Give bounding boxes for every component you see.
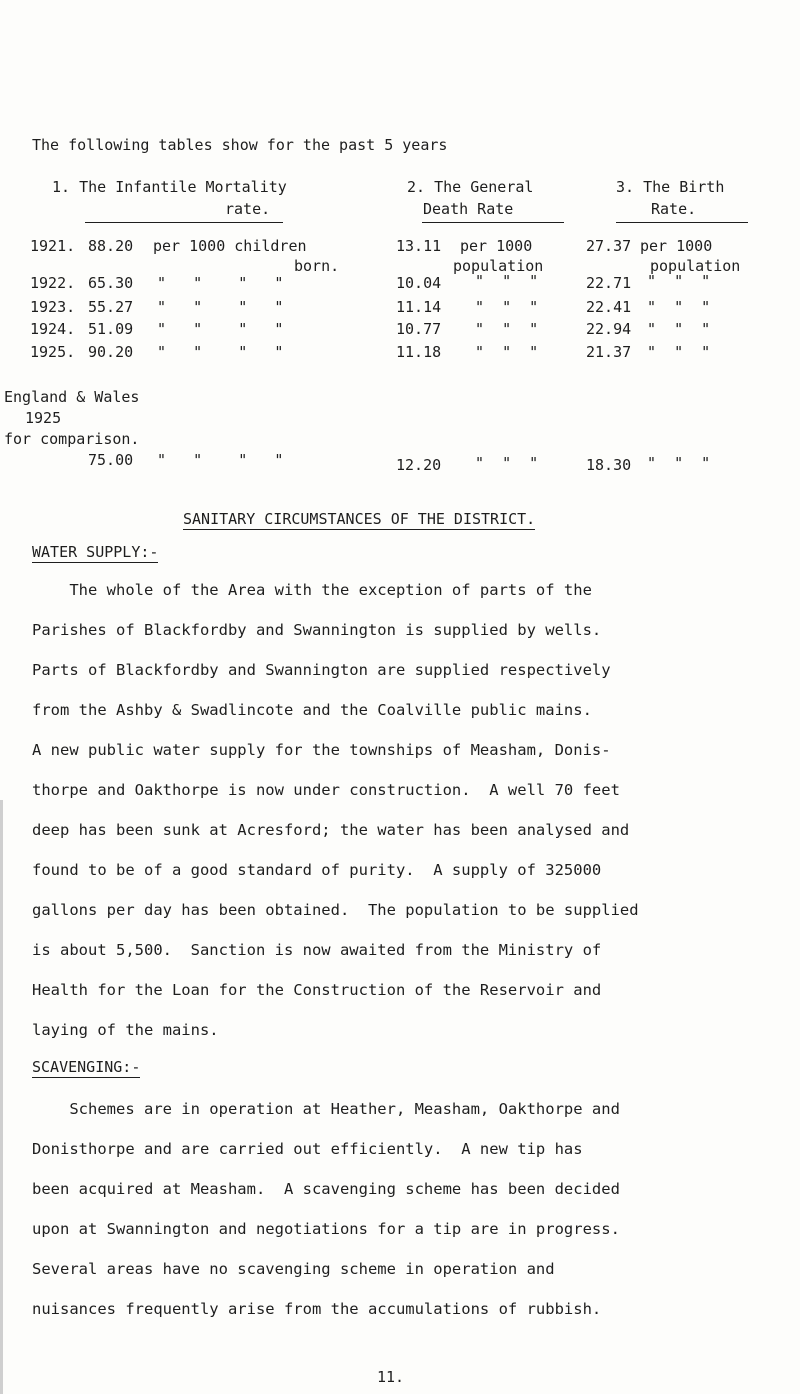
row-year: 1924. xyxy=(30,320,76,338)
section-title: SANITARY CIRCUMSTANCES OF THE DISTRICT. xyxy=(183,510,536,528)
row-infant-unit: per 1000 children xyxy=(153,237,307,255)
intro-text: The following tables show for the past 5 years xyxy=(32,136,448,154)
comparison-label-line2: 1925 xyxy=(25,409,62,427)
water-supply-line: from the Ashby & Swadlincote and the Coalville public mains. xyxy=(32,701,592,719)
row-infant-unit2: born. xyxy=(294,257,340,275)
row-death-rate: 13.11 xyxy=(396,237,442,255)
header-birth-rate: 3. The Birth xyxy=(616,178,725,196)
scavenging-heading: SCAVENGING:- xyxy=(32,1058,141,1076)
row-birth-rate: 22.71 xyxy=(586,274,632,292)
water-supply-heading: WATER SUPPLY:- xyxy=(32,543,159,561)
row-infant-ditto: " " " " xyxy=(157,343,284,361)
scan-edge-shadow xyxy=(0,800,3,1394)
row-birth-rate: 22.94 xyxy=(586,320,632,338)
water-supply-line: found to be of a good standard of purity. A supply of 325000 xyxy=(32,861,602,879)
row-birth-ditto: " " " xyxy=(647,320,711,338)
water-supply-line: The whole of the Area with the exception of parts of the xyxy=(32,581,592,599)
comparison-label-line3: for comparison. xyxy=(4,430,140,448)
scavenging-line: upon at Swannington and negotiations for a tip are in progress. xyxy=(32,1220,620,1238)
row-infant-ditto: " " " " xyxy=(157,320,284,338)
row-death-ditto: " " " xyxy=(475,320,539,338)
row-infant-ditto: " " " " xyxy=(157,298,284,316)
row-birth-rate: 22.41 xyxy=(586,298,632,316)
row-year: 1923. xyxy=(30,298,76,316)
water-supply-line: Parishes of Blackfordby and Swannington is supplied by wells. xyxy=(32,621,602,639)
comparison-infant-ditto: " " " " xyxy=(157,451,284,469)
water-supply-line: deep has been sunk at Acresford; the water has been analysed and xyxy=(32,821,630,839)
row-death-ditto: " " " xyxy=(475,272,539,290)
row-death-rate: 10.77 xyxy=(396,320,442,338)
header-underline-2 xyxy=(422,222,564,223)
row-death-rate: 11.18 xyxy=(396,343,442,361)
row-year: 1921. xyxy=(30,237,76,255)
header-underline-3 xyxy=(616,222,748,223)
comparison-birth-ditto: " " " xyxy=(647,454,711,472)
scavenging-line: Donisthorpe and are carried out efficiently. A new tip has xyxy=(32,1140,583,1158)
header-infantile-mortality-line2: rate. xyxy=(225,200,271,218)
water-supply-line: A new public water supply for the townships of Measham, Donis- xyxy=(32,741,611,759)
row-infant-rate: 88.20 xyxy=(88,237,134,255)
row-birth-rate: 21.37 xyxy=(586,343,632,361)
row-death-rate: 11.14 xyxy=(396,298,442,316)
row-infant-rate: 55.27 xyxy=(88,298,134,316)
row-infant-rate: 65.30 xyxy=(88,274,134,292)
comparison-death-ditto: " " " xyxy=(475,454,539,472)
row-year: 1922. xyxy=(30,274,76,292)
row-birth-ditto: " " " xyxy=(647,272,711,290)
water-supply-line: Health for the Loan for the Construction of the Reservoir and xyxy=(32,981,602,999)
row-death-unit2: population xyxy=(453,257,544,275)
comparison-birth-rate: 18.30 xyxy=(586,456,632,474)
water-supply-line: is about 5,500. Sanction is now awaited from the Ministry of xyxy=(32,941,602,959)
water-supply-line: Parts of Blackfordby and Swannington are supplied respectively xyxy=(32,661,611,679)
row-birth-unit2: population xyxy=(650,257,741,275)
scavenging-line: Several areas have no scavenging scheme in operation and xyxy=(32,1260,555,1278)
header-general-death-rate-line2: Death Rate xyxy=(423,200,514,218)
header-underline-1 xyxy=(85,222,283,223)
row-birth-ditto: " " " xyxy=(647,343,711,361)
scavenging-line: nuisances frequently arise from the accumulations of rubbish. xyxy=(32,1300,602,1318)
comparison-infant-rate: 75.00 xyxy=(88,451,134,469)
comparison-label-line1: England & Wales xyxy=(4,388,140,406)
row-death-unit: per 1000 xyxy=(460,237,533,255)
header-infantile-mortality: 1. The Infantile Mortality xyxy=(52,178,287,196)
row-infant-ditto: " " " " xyxy=(157,274,284,292)
row-birth-rate: 27.37 xyxy=(586,237,632,255)
row-infant-rate: 51.09 xyxy=(88,320,134,338)
row-death-ditto: " " " xyxy=(475,343,539,361)
row-birth-unit: per 1000 xyxy=(640,237,713,255)
scavenging-line: been acquired at Measham. A scavenging scheme has been decided xyxy=(32,1180,620,1198)
row-infant-rate: 90.20 xyxy=(88,343,134,361)
water-supply-line: thorpe and Oakthorpe is now under construction. A well 70 feet xyxy=(32,781,620,799)
row-death-ditto: " " " xyxy=(475,298,539,316)
water-supply-line: laying of the mains. xyxy=(32,1021,219,1039)
header-general-death-rate: 2. The General xyxy=(407,178,534,196)
water-supply-line: gallons per day has been obtained. The population to be supplied xyxy=(32,901,639,919)
page-number: 11. xyxy=(377,1368,405,1386)
row-birth-ditto: " " " xyxy=(647,298,711,316)
scavenging-line: Schemes are in operation at Heather, Measham, Oakthorpe and xyxy=(32,1100,620,1118)
header-birth-rate-line2: Rate. xyxy=(651,200,697,218)
row-death-rate: 10.04 xyxy=(396,274,442,292)
row-year: 1925. xyxy=(30,343,76,361)
comparison-death-rate: 12.20 xyxy=(396,456,442,474)
